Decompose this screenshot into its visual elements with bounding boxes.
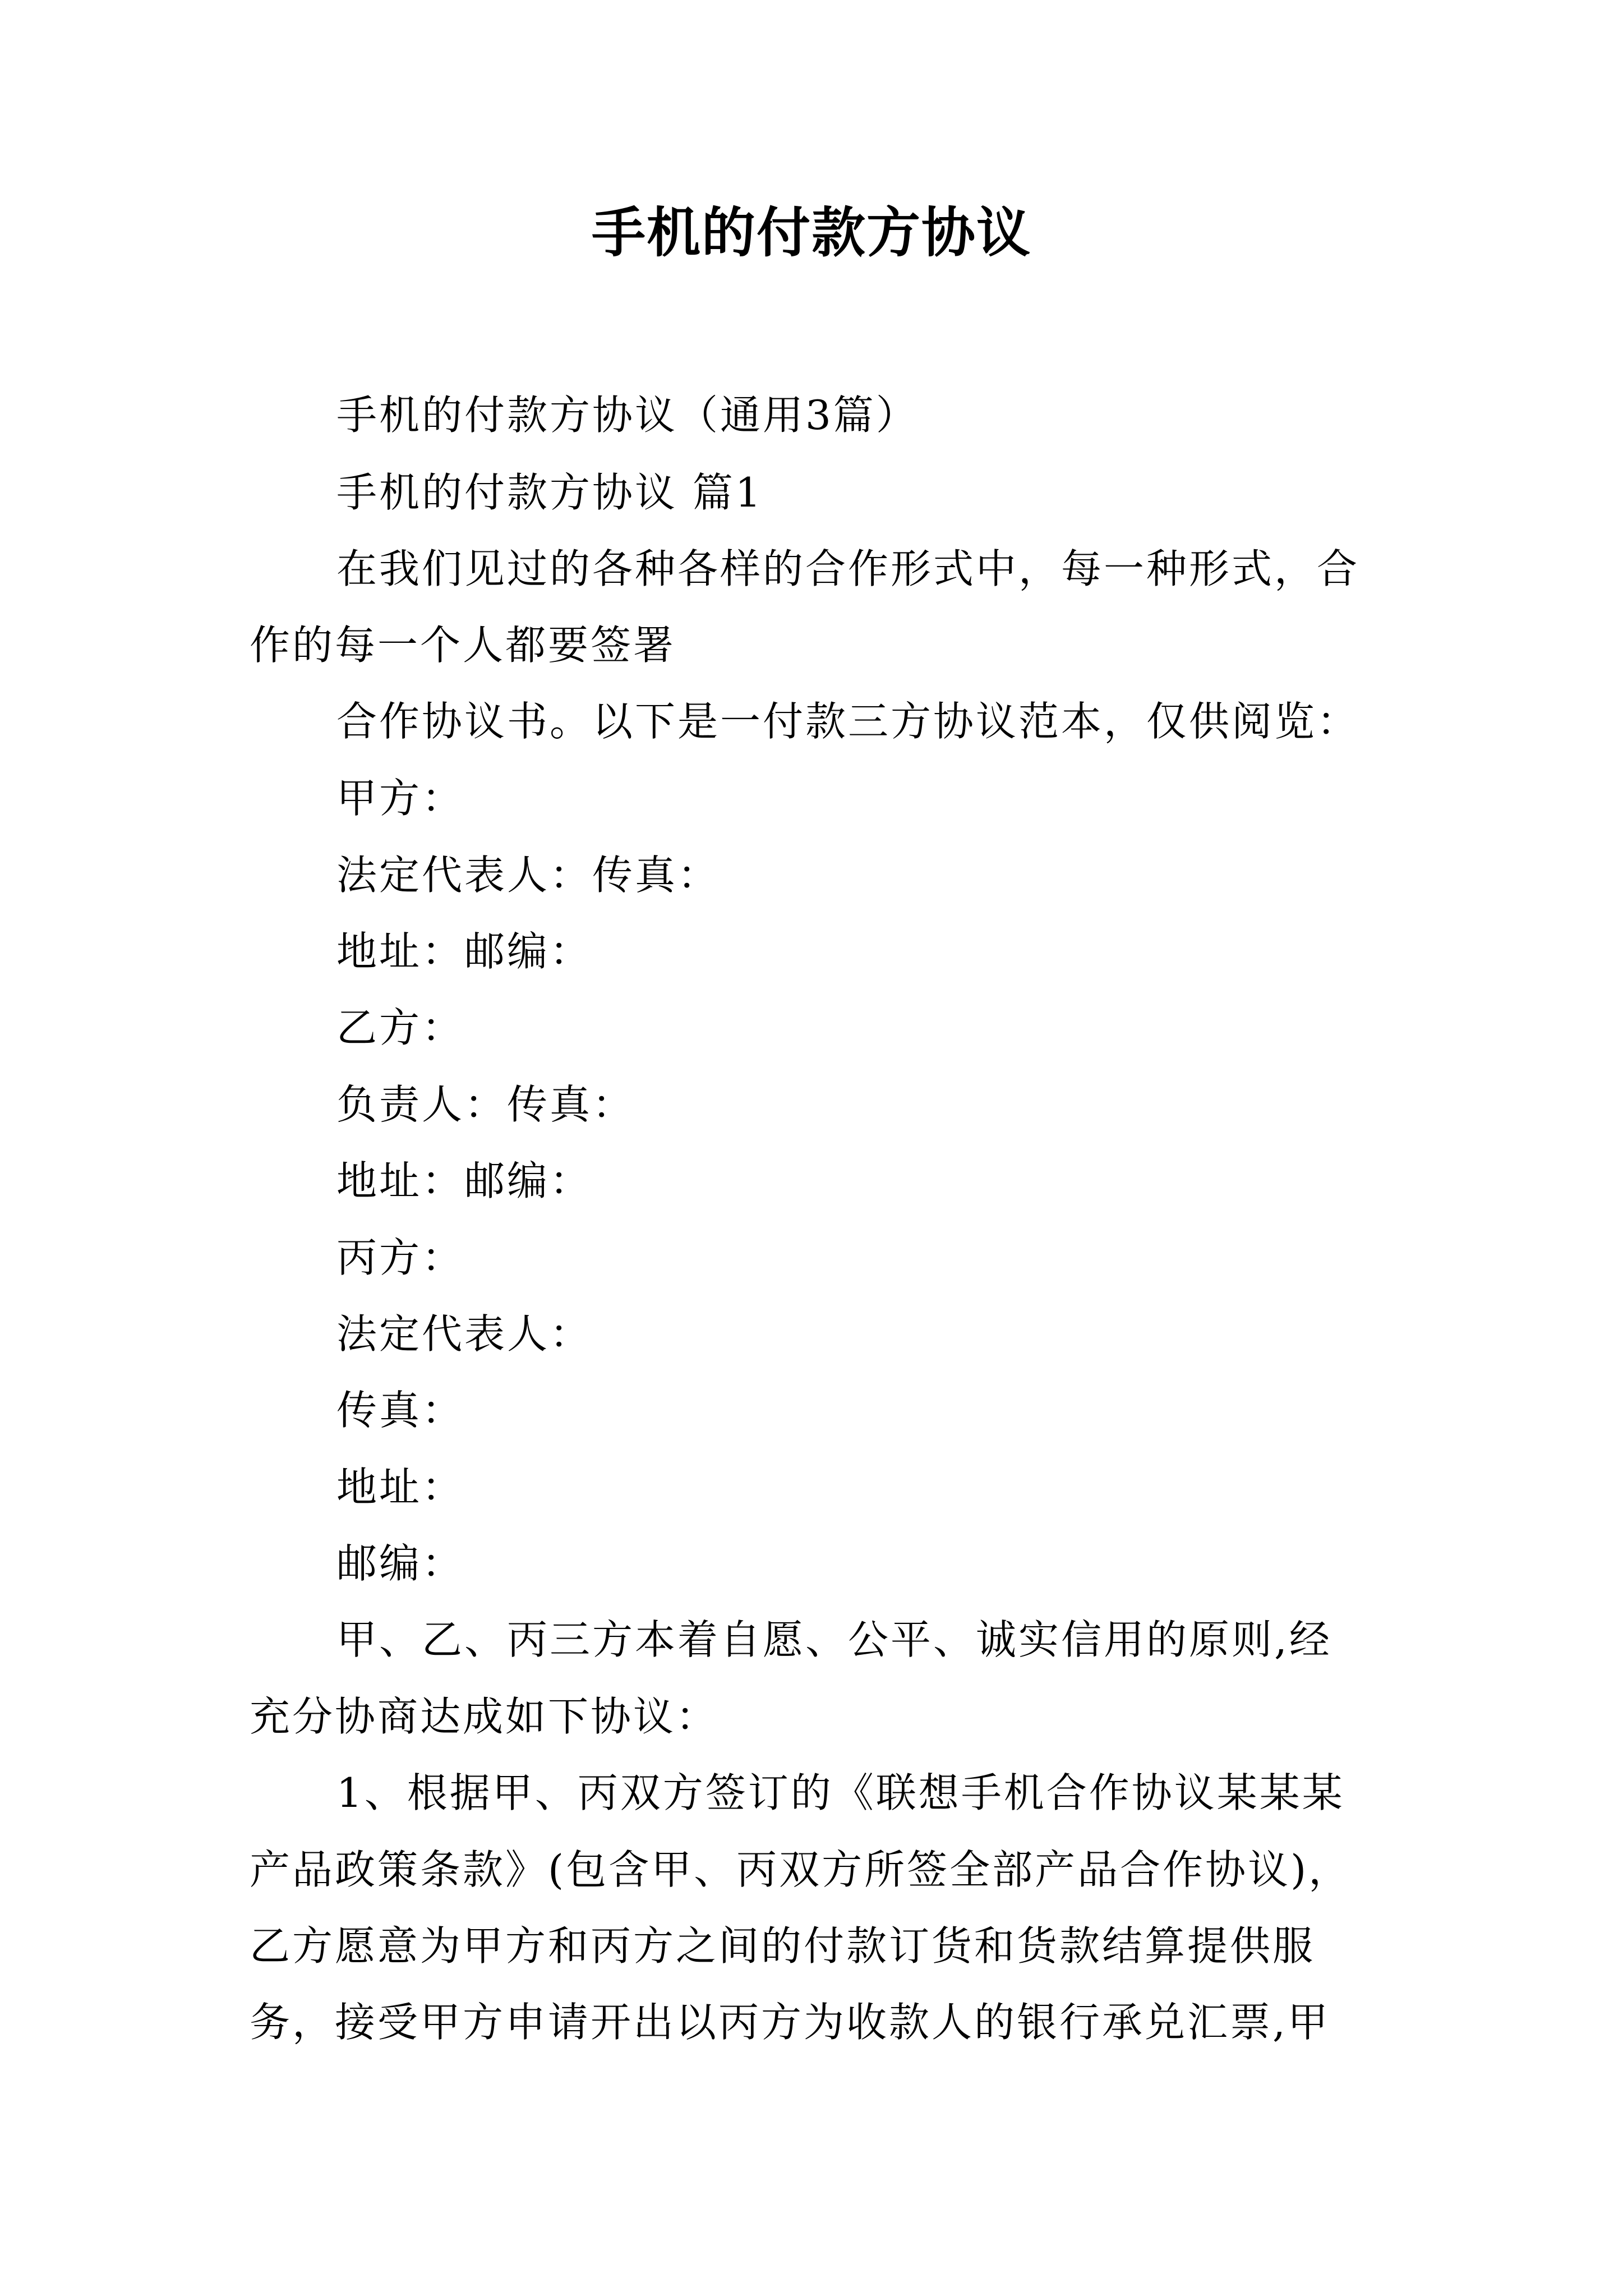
party-c-postcode: 邮编：: [336, 1540, 465, 1587]
clause-line: 1、根据甲、丙双方签订的《联想手机合作协议某某某: [336, 1769, 1345, 1816]
paragraph-line: 在我们见过的各种各样的合作形式中，每一种形式，合: [336, 545, 1360, 592]
paragraph-line: 合作协议书。以下是一付款三方协议范本，仅供阅览：: [336, 698, 1360, 745]
clause-line: 乙方愿意为甲方和丙方之间的付款订货和货款结算提供服: [250, 1922, 1316, 1970]
clause-line: 产品政策条款》(包含甲、丙双方所签全部产品合作协议)，: [250, 1846, 1352, 1893]
clause-line: 务，接受甲方申请开出以丙方为收款人的银行承兑汇票,甲: [250, 1999, 1330, 2046]
document-title: 手机的付款方协议: [592, 201, 1031, 264]
party-c-fax: 传真：: [336, 1387, 465, 1434]
section-heading: 手机的付款方协议 篇1: [336, 469, 763, 516]
party-a-label: 甲方：: [336, 775, 465, 822]
paragraph-line: 充分协商达成如下协议：: [250, 1693, 719, 1740]
party-b-responsible: 负责人：传真：: [336, 1081, 635, 1128]
document-subtitle: 手机的付款方协议（通用3篇）: [336, 392, 919, 439]
paragraph-line: 作的每一个人都要签署: [250, 622, 676, 669]
paragraph-line: 甲、乙、丙三方本着自愿、公平、诚实信用的原则,经: [336, 1616, 1332, 1663]
party-c-representative: 法定代表人：: [336, 1310, 593, 1358]
party-c-label: 丙方：: [336, 1234, 465, 1281]
party-c-address: 地址：: [336, 1464, 465, 1511]
party-b-label: 乙方：: [336, 1004, 465, 1051]
party-b-address: 地址：邮编：: [336, 1157, 593, 1204]
party-a-address: 地址：邮编：: [336, 928, 593, 975]
party-a-representative: 法定代表人：传真：: [336, 852, 721, 899]
